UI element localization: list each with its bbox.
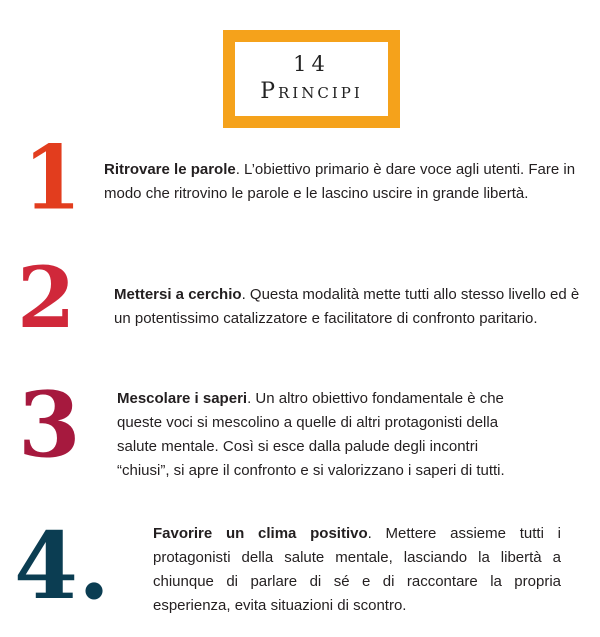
principle-1-title: Ritrovare le parole	[104, 161, 236, 178]
principle-2-title: Mettersi a cerchio	[114, 286, 242, 303]
principle-3-numeral: 3	[18, 372, 81, 478]
title-number: 14	[293, 52, 330, 76]
principle-3-text: . Un altro obiettivo fondamentale è che queste voci si mescolino a quelle di altri protagonisti della salute mentale. Così si esce dalla palude degli incontri “chiusi”, si apre il confronto e si valorizzano i saperi di tutti.	[117, 390, 505, 479]
principle-1-numeral: 1	[23, 125, 82, 230]
principle-1-text: . L’obiettivo primario è dare voce agli utenti. Fare in modo che ritrovino le parole e le lascino uscire in grande libertà.	[104, 161, 576, 202]
principle-4-text: . Mettere assieme tutti i protagonisti della salute mentale, lasciando la libertà a chiunque di parlare di sé e di raccontare la propria esperienza, evita situazioni di scontro.	[153, 525, 561, 614]
principle-4-numeral: 4.	[14, 512, 111, 620]
principle-2-numeral: 2	[17, 248, 76, 347]
title-frame	[223, 30, 400, 128]
principle-1-paragraph	[104, 158, 584, 206]
title-word: Principi	[260, 79, 363, 104]
principle-4-paragraph	[153, 522, 561, 618]
principle-3-paragraph	[117, 387, 522, 483]
principle-2-paragraph	[114, 283, 590, 331]
principle-2-text: . Questa modalità mette tutti allo stesso livello ed è un potentissimo catalizzatore e facilitatore di confronto paritario.	[114, 286, 580, 327]
principle-3-title: Mescolare i saperi	[117, 390, 248, 407]
principle-4-title: Favorire un clima positivo	[153, 525, 368, 542]
